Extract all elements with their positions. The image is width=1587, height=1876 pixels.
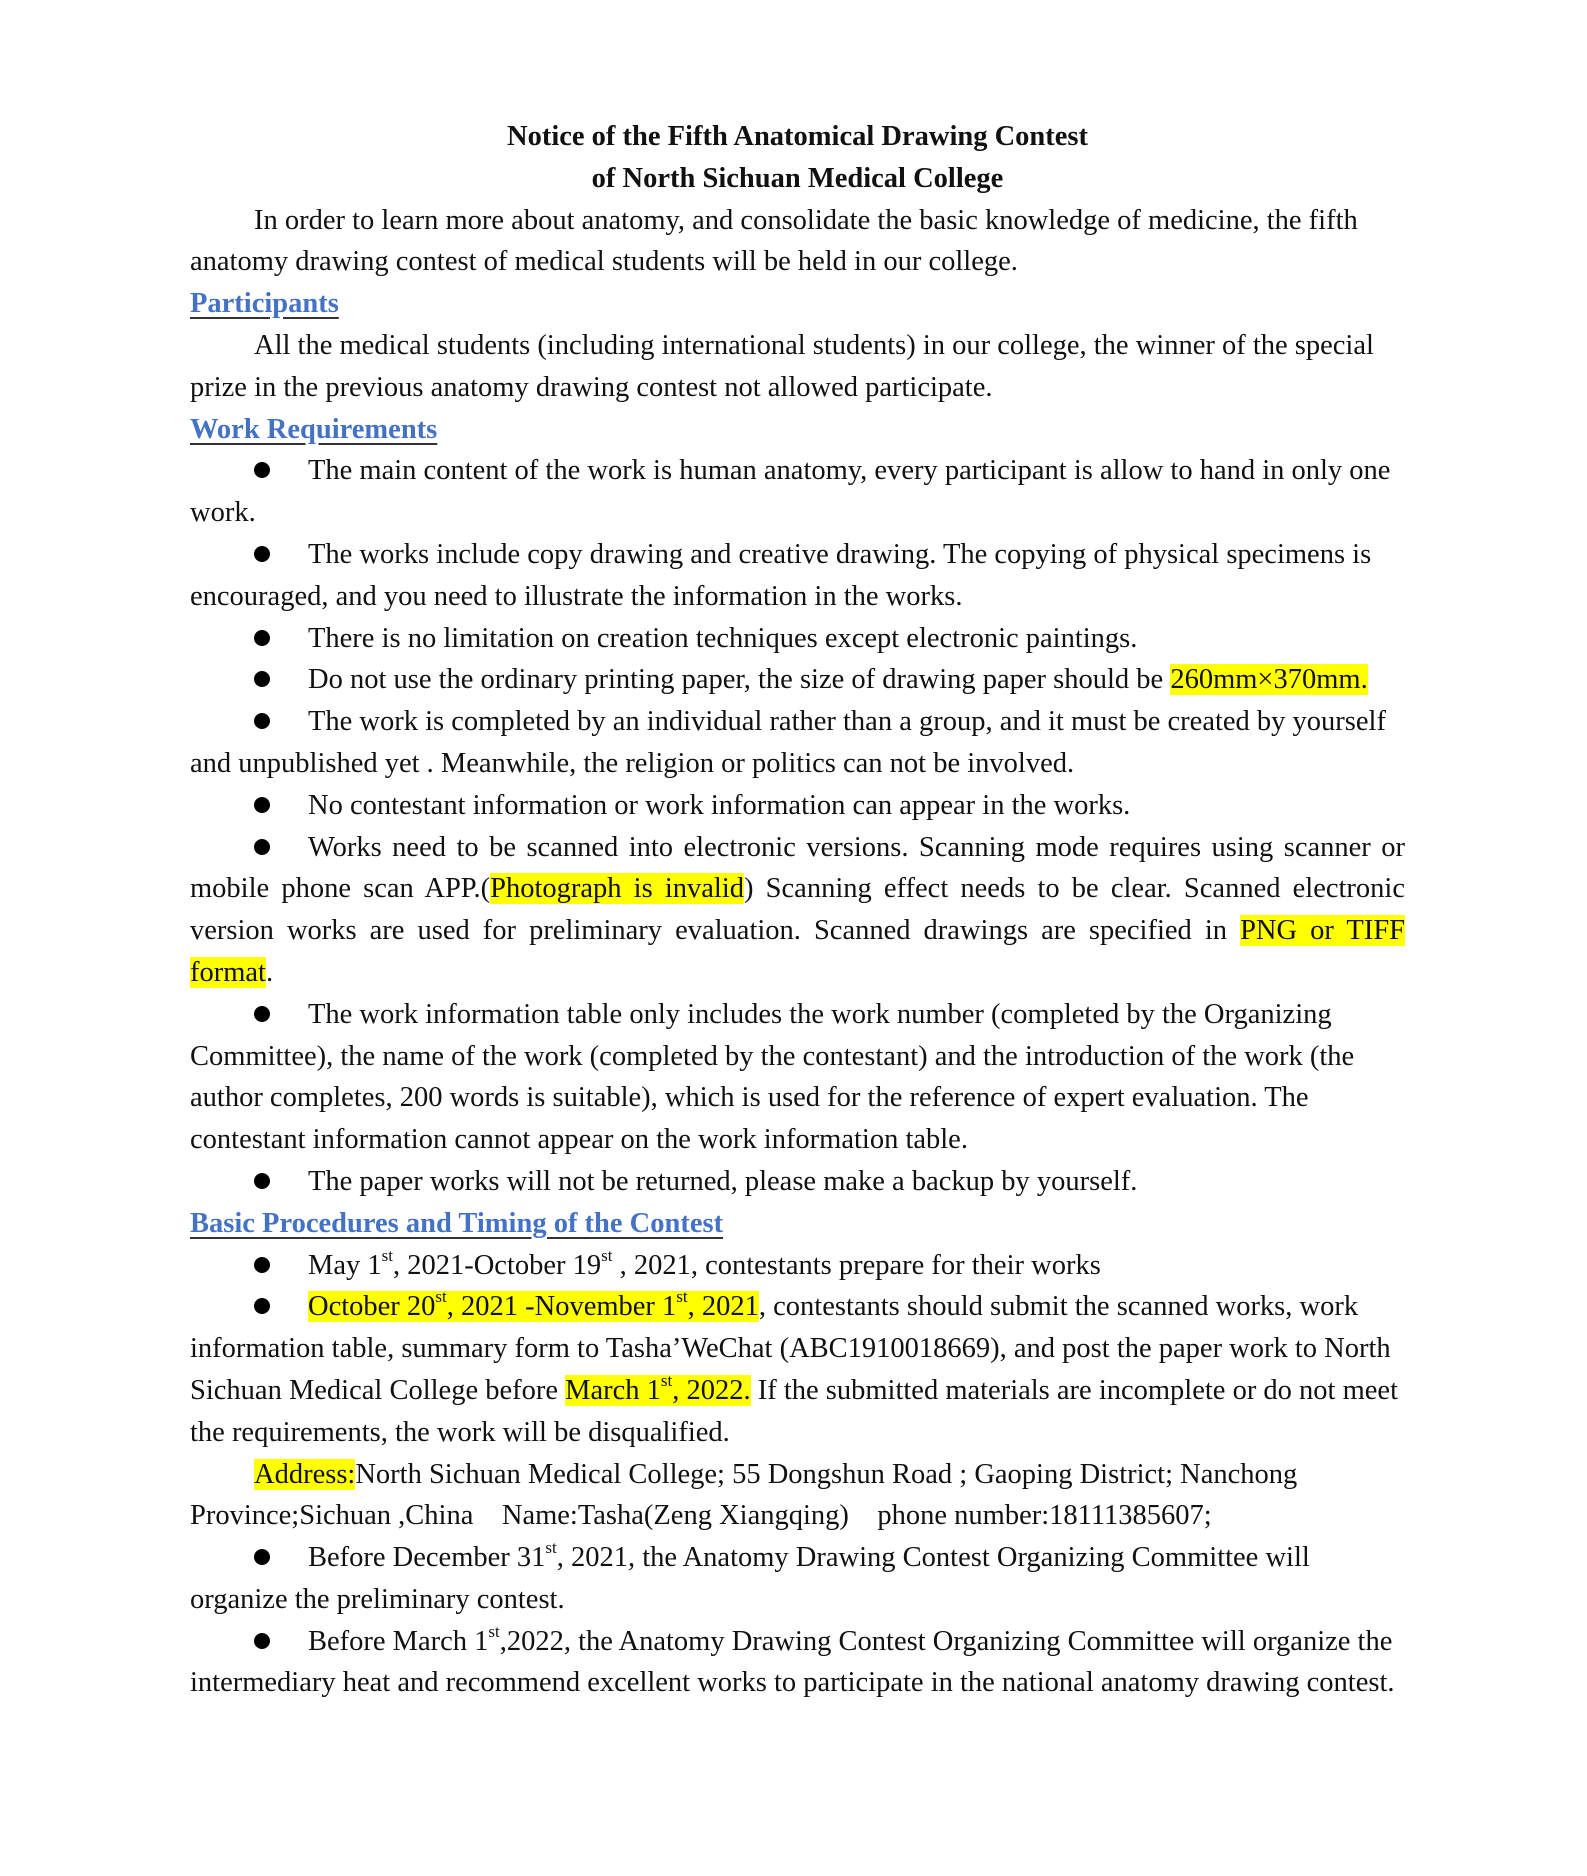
procedures-heading: Basic Procedures and Timing of the Contest (190, 1207, 724, 1239)
requirement-item: Do not use the ordinary printing paper, the size of drawing paper should be 260mm×370mm. (190, 659, 1405, 701)
requirement-item: The work is completed by an individual rather than a group, and it must be created by yourself and unpublished yet . Meanwhile, the religion or politics can not be involved. (190, 706, 1386, 779)
work-requirements-heading: Work Requirements (190, 413, 438, 445)
participants-paragraph: All the medical students (including international students) in our college, the winner of the special prize in the previous anatomy drawing contest not allowed participate. (190, 329, 1374, 403)
requirement-item: The work information table only includes the work number (completed by the Organizing Committee), the name of the work (completed by the contestant) and the introduction of the work (the author completes, 200 words is suitable), which is used for the reference of expert evaluation. The contestant information cannot appear on the work information table. (190, 998, 1355, 1156)
requirement-item: The paper works will not be returned, please make a backup by yourself. (190, 1161, 1405, 1203)
highlight-submission-period: October 20st, 2021 -November 1st, 2021 (308, 1287, 759, 1323)
procedure-item: October 20st, 2021 -November 1st, 2021, contestants should submit the scanned works, work information table, summary form to Tasha’WeChat (ABC1910018669), and post the paper work to North Sichuan Medical College before March 1st, 2022. If the submitted materials are incomplete or do not meet the requirements, the work will be disqualified. (190, 1287, 1398, 1448)
bullet-icon (254, 1633, 270, 1649)
intro-paragraph: In order to learn more about anatomy, and consolidate the basic knowledge of medicine, the fifth anatomy drawing contest of medical students will be held in our college. (190, 204, 1358, 278)
address-text: North Sichuan Medical College; 55 Dongshun Road ; Gaoping District; Nanchong Province;Sichuan ,China Name:Tasha(Zeng Xiangqing) phone number:18111385607; (190, 1458, 1305, 1532)
bullet-icon (254, 1006, 270, 1022)
requirement-item: The main content of the work is human anatomy, every participant is allow to hand in only one work. (190, 455, 1391, 529)
requirement-item: Works need to be scanned into electronic versions. Scanning mode requires using scanner or mobile phone scan APP.(Photograph is invalid) Scanning effect needs to be clear. Scanned electronic version works are used for preliminary evaluation. Scanned drawings are specified in PNG or TIFF format. (190, 831, 1406, 988)
bullet-icon (254, 839, 270, 855)
procedure-item: May 1st, 2021-October 19st , 2021, contestants prepare for their works (190, 1245, 1405, 1287)
bullet-icon (254, 630, 270, 646)
highlight-file-format: PNG or TIFF format (190, 915, 1406, 988)
bullet-icon (254, 462, 270, 478)
document-page (190, 116, 1405, 1704)
address-label: Address: (254, 1458, 356, 1490)
procedure-item: Before December 31st, 2021, the Anatomy Drawing Contest Organizing Committee will organize the preliminary contest. (190, 1538, 1310, 1615)
participants-heading: Participants (190, 288, 339, 320)
document-title-line1: Notice of the Fifth Anatomical Drawing Contest (507, 121, 1088, 152)
requirement-item: There is no limitation on creation techniques except electronic paintings. (190, 618, 1405, 660)
address-paragraph (190, 1454, 1405, 1538)
bullet-icon (254, 1298, 270, 1314)
bullet-icon (254, 1549, 270, 1565)
highlight-paper-size: 260mm×370mm. (1170, 664, 1368, 696)
bullet-icon (254, 1257, 270, 1273)
requirement-item: The works include copy drawing and creative drawing. The copying of physical specimens is encouraged, and you need to illustrate the information in the works. (190, 538, 1372, 612)
bullet-icon (254, 713, 270, 729)
highlight-post-deadline: March 1st, 2022. (565, 1370, 751, 1406)
requirement-item: No contestant information or work information can appear in the works. (190, 785, 1405, 827)
procedure-item: Before March 1st,2022, the Anatomy Drawing Contest Organizing Committee will organize the intermediary heat and recommend excellent works to participate in the national anatomy drawing contest. (190, 1621, 1395, 1699)
bullet-icon (254, 797, 270, 813)
bullet-icon (254, 546, 270, 562)
bullet-icon (254, 1173, 270, 1189)
bullet-icon (254, 671, 270, 687)
highlight-photograph-invalid: Photograph is invalid (490, 873, 745, 905)
document-title-line2: of North Sichuan Medical College (591, 162, 1004, 194)
